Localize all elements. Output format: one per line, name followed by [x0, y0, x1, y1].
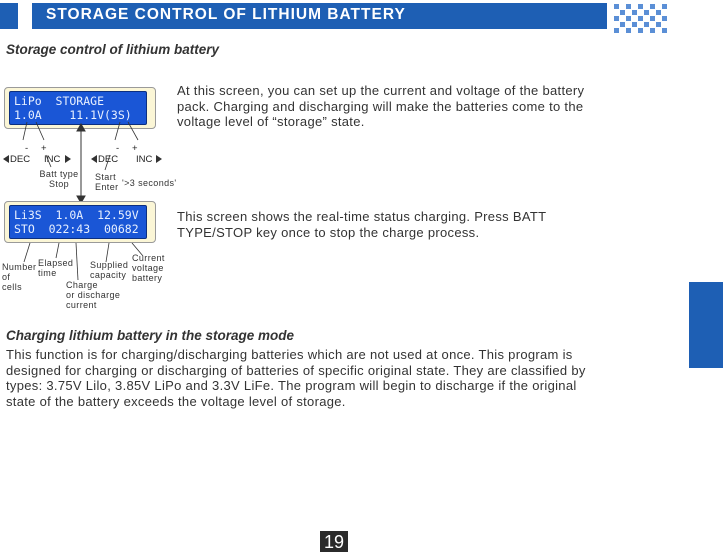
batt-type-stop-label [37, 169, 81, 189]
body-line: types: 3.75V Lilo, 3.85V LiPo and 3.3V LiFe. The program will begin to discharge if the original [6, 378, 577, 393]
label-charge-current [66, 280, 120, 310]
side-tab [689, 282, 723, 368]
minus-sign: - [116, 143, 120, 154]
dec-button-right: DEC [98, 154, 119, 165]
start-enter-label [95, 172, 119, 192]
screen2-description [177, 209, 546, 240]
label-supplied-capacity [90, 260, 128, 280]
page-title: STORAGE CONTROL OF LITHIUM BATTERY [46, 6, 406, 23]
label-line: or discharge [66, 290, 121, 300]
label-line: Batt type [39, 169, 79, 179]
plus-sign: + [132, 143, 138, 154]
dec-button-left: DEC [10, 154, 31, 165]
label-line: Enter [95, 182, 119, 192]
body-line: This function is for charging/discharging batteries which are not used at once. This program is [6, 347, 573, 362]
storage-mode-body [6, 347, 586, 409]
label-line: Start [95, 172, 117, 182]
screen2-desc-line: TYPE/STOP key once to stop the charge process. [177, 224, 480, 240]
label-line: capacity [90, 270, 127, 280]
label-line: time [38, 268, 57, 278]
left-arrow-icon [91, 155, 97, 163]
label-line: Number [2, 262, 37, 272]
label-line: Charge [66, 280, 98, 290]
plus-sign: + [41, 143, 47, 154]
body-line: state of the battery exceeds the voltage level of storage. [6, 393, 346, 409]
right-arrow-icon [65, 155, 71, 163]
label-line: Current [132, 253, 165, 263]
label-line: Elapsed [38, 258, 74, 268]
body-line: designed for charging or discharging of batteries of specific original state. They are classified by [6, 362, 586, 378]
left-arrow-icon [3, 155, 9, 163]
screen1-desc-line: pack. Charging and discharging will make the batteries come to the [177, 98, 584, 114]
label-number-of-cells [2, 262, 36, 292]
label-line: cells [2, 282, 23, 292]
label-line: Stop [48, 179, 70, 189]
page-number: 19 [320, 531, 348, 552]
hold-note: '>3 seconds' [122, 178, 177, 188]
minus-sign: - [25, 143, 29, 154]
screen1-desc-line: At this screen, you can set up the current and voltage of the battery [177, 83, 585, 98]
lcd-screen-status [9, 205, 147, 239]
label-line: of [2, 272, 11, 282]
label-line: battery [132, 273, 163, 283]
label-elapsed-time [38, 258, 73, 278]
inc-button-right: INC [136, 154, 153, 165]
screen2-desc-line: This screen shows the real-time status charging. Press BATT [177, 209, 547, 224]
lcd-line-2: STO 022:43 00682 [14, 222, 139, 236]
label-line: current [66, 300, 97, 310]
lcd-line-1: LiPo STORAGE [14, 94, 105, 108]
section-heading-storage-control: Storage control of lithium battery [6, 42, 220, 57]
screen1-desc-line: voltage level of “storage” state. [177, 114, 365, 129]
label-line: voltage [132, 263, 164, 273]
label-current-voltage [132, 253, 165, 283]
lcd-line-2: 1.0A 11.1V(3S) [14, 108, 132, 122]
lcd-line-1: Li3S 1.0A 12.59V [14, 208, 139, 222]
section-heading-storage-mode: Charging lithium battery in the storage mode [6, 328, 295, 343]
label-line: Supplied [90, 260, 129, 270]
right-arrow-icon [156, 155, 162, 163]
inc-button-left: INC [44, 154, 61, 165]
